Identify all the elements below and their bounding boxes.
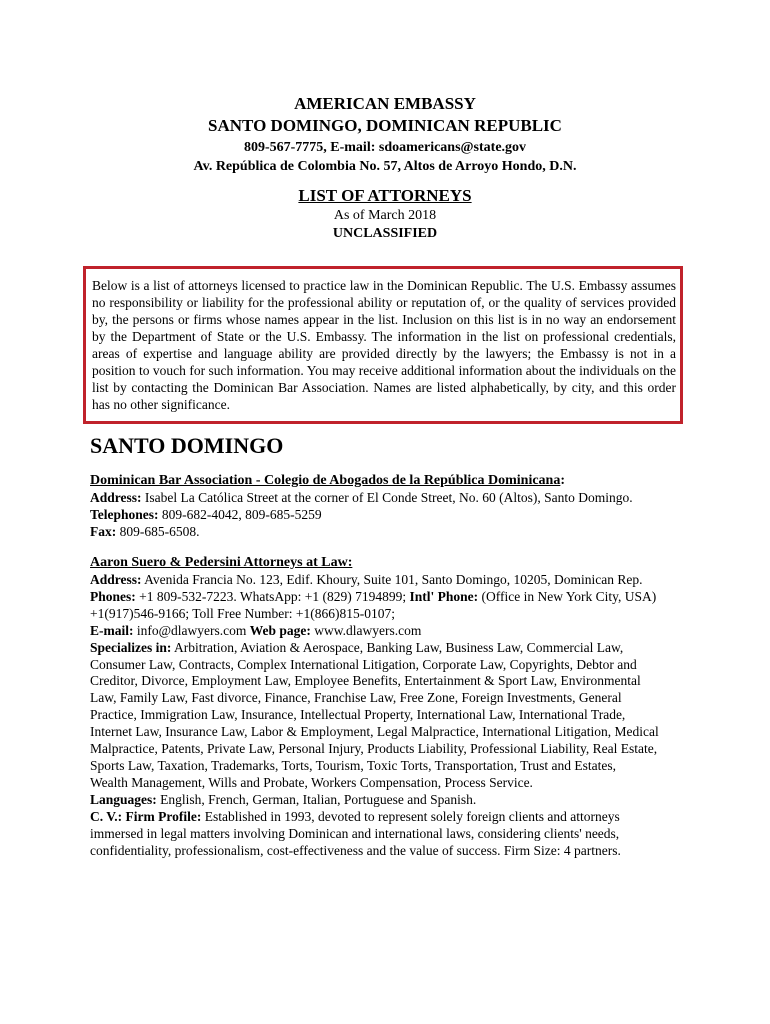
- cv-line: confidentiality, professionalism, cost-effectiveness and the value of success. Firm Size: 4 partners.: [90, 842, 621, 858]
- list-date: As of March 2018: [333, 208, 437, 223]
- address-value: Isabel La Católica Street at the corner of El Conde Street, No. 60 (Altos), Santo Domingo.: [141, 490, 633, 505]
- specializes-line: Consumer Law, Contracts, Complex International Litigation, Corporate Law, Copyrights, Debtor and: [90, 656, 637, 672]
- email-label: E-mail:: [90, 622, 134, 638]
- languages-value: English, French, German, Italian, Portuguese and Spanish.: [156, 791, 477, 807]
- specializes-line: Malpractice, Patents, Private Law, Personal Injury, Products Liability, Professional Liability, Real Estate,: [90, 741, 658, 757]
- disclaimer-text: Below is a list of attorneys licensed to practice law in the Dominican Republic. The U.S. Embassy assumes no responsibility or liability for the professional ability or reputation of, or the quality of services provided by, the persons or firms whose names appear in the list. Inclusion on this list is in no way an endorsement by the Department of State or the U.S. Embassy. The information in the list on professional credentials, areas of expertise and language ability are provided directly by the lawyers; the Embassy is not in a position to vouch for such information. You may receive additional information about the individuals on the list by contacting the Dominican Bar Association. Names are listed alphabetically, by city, and this order has no other significance.: [92, 278, 676, 412]
- phones-line-2: +1(917)546-9166; Toll Free Number: +1(866)815-0107;: [90, 605, 395, 621]
- phones-value: +1 809-532-7223. WhatsApp: +1 (829) 7194899;: [135, 588, 410, 604]
- embassy-contact: 809-567-7775, E-mail: sdoamericans@state.gov: [243, 140, 527, 155]
- entry-name: Aaron Suero & Pedersini Attorneys at Law:: [90, 555, 353, 570]
- intl-phone-label: Intl' Phone:: [409, 588, 479, 604]
- specializes-line: Arbitration, Aviation & Aerospace, Banking Law, Business Law, Commercial Law,: [171, 639, 624, 655]
- list-heading: [0, 185, 770, 243]
- specializes-line: Internet Law, Insurance Law, Labor & Employment, Legal Malpractice, International Litigation, Medical: [90, 724, 659, 740]
- specializes-line: Wealth Management, Wills and Probate, Workers Compensation, Process Service.: [90, 774, 533, 790]
- classification-label: UNCLASSIFIED: [332, 226, 438, 241]
- city-heading: SANTO DOMINGO: [90, 433, 284, 458]
- fax-label: Fax:: [90, 523, 117, 539]
- embassy-name: AMERICAN EMBASSY: [294, 94, 476, 113]
- specializes-line: Law, Family Law, Fast divorce, Finance, Franchise Law, Free Zone, Foreign Investments, General: [90, 690, 622, 706]
- specializes-line: Creditor, Divorce, Employment Law, Employee Benefits, Entertainment & Sport Law, Environmental: [90, 673, 641, 689]
- intl-phone-value: (Office in New York City, USA): [478, 588, 657, 604]
- embassy-location: SANTO DOMINGO, DOMINICAN REPUBLIC: [208, 116, 562, 135]
- list-title: LIST OF ATTORNEYS: [298, 186, 472, 205]
- entry-name-suffix: :: [560, 473, 566, 488]
- languages-label: Languages:: [90, 791, 157, 807]
- embassy-header: [0, 93, 770, 176]
- attorney-entry: [90, 471, 690, 541]
- cv-label: C. V.: Firm Profile:: [90, 808, 202, 824]
- address-label: Address:: [90, 490, 142, 505]
- email-value[interactable]: info@dlawyers.com: [133, 622, 250, 638]
- cv-line: Established in 1993, devoted to represent solely foreign clients and attorneys: [201, 808, 620, 824]
- specializes-line: Practice, Immigration Law, Insurance, Intellectual Property, International Law, International Trade,: [90, 707, 626, 723]
- web-page-label: Web page:: [249, 622, 311, 638]
- phones-label: Phones:: [90, 588, 136, 604]
- address-value: Avenida Francia No. 123, Edif. Khoury, Suite 101, Santo Domingo, 10205, Dominican Rep.: [141, 572, 643, 587]
- specializes-label: Specializes in:: [90, 639, 172, 655]
- specializes-line: Sports Law, Taxation, Trademarks, Torts, Tourism, Toxic Torts, Transportation, Trust and Estates,: [90, 757, 617, 773]
- cv-line: immersed in legal matters involving Dominican and international laws, considering clients' needs,: [90, 825, 620, 841]
- fax-value: 809-685-6508.: [116, 523, 200, 539]
- address-label: Address:: [90, 572, 142, 587]
- telephones-label: Telephones:: [90, 506, 159, 522]
- web-page-value[interactable]: www.dlawyers.com: [310, 622, 422, 638]
- entry-name: Dominican Bar Association - Colegio de Abogados de la República Dominicana: [90, 473, 561, 488]
- attorney-entry: [90, 553, 690, 859]
- telephones-value: 809-682-4042, 809-685-5259: [158, 506, 322, 522]
- embassy-address: Av. República de Colombia No. 57, Altos de Arroyo Hondo, D.N.: [193, 159, 577, 174]
- disclaimer-box: [83, 266, 683, 424]
